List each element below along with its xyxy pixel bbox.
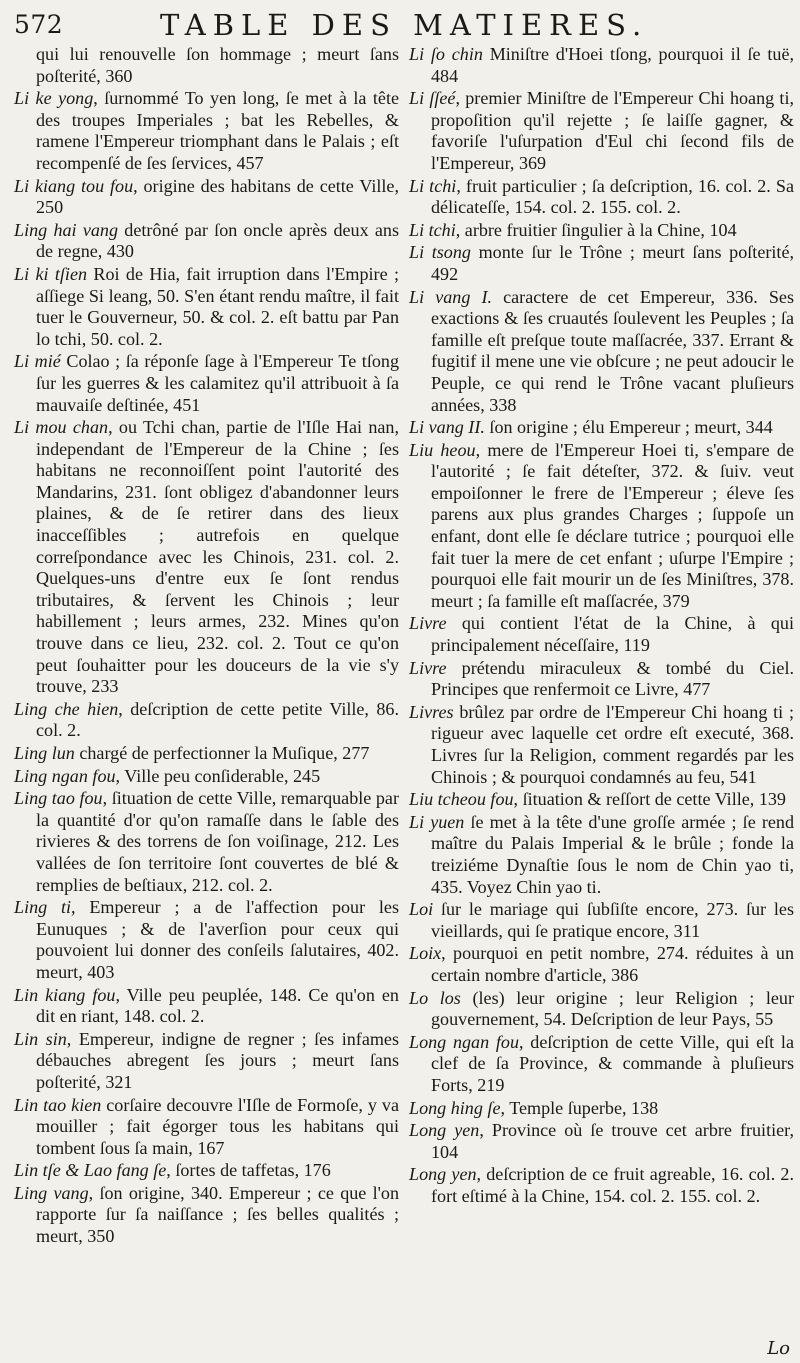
page-title: TABLE DES MATIERES. — [160, 8, 649, 42]
entry-text: , ſortes de taffetas, 176 — [166, 1160, 331, 1181]
index-entry — [409, 417, 794, 439]
entry-heading: Li mié — [14, 351, 61, 372]
entry-text: Colao ; ſa réponſe ſage à l'Empereur Te tſong ſur les guerres & les calamitez qu'il attribuoit à ſa mauvaiſe deſtinée, 451 — [36, 351, 399, 415]
index-entry — [14, 897, 399, 983]
index-entry — [409, 176, 794, 219]
entry-heading: Li ki tſien — [14, 263, 88, 284]
index-entry — [409, 812, 794, 898]
entry-heading: Li tsong — [409, 242, 471, 263]
entry-text: , Ville peu peuplée, 148. Ce qu'on en dit en riant, 148. col. 2. — [36, 984, 399, 1027]
index-entry — [409, 702, 794, 788]
index-entry — [409, 287, 794, 417]
index-entry — [14, 1029, 399, 1094]
index-entry — [14, 44, 399, 87]
index-entry — [14, 88, 399, 174]
entry-text: caractere de cet Empereur, 336. Ses exactions & ſes cruautés ſoulevent les Peuples ; ſa famille eſt preſque toute maſſacrée, 337. Errant & fugitif il mene une vie obſcure ; ne peut adoucir le Peuple, ce qui rend le Trône vacant pluſieurs années, 338 — [431, 286, 794, 415]
entry-heading: Li yuen — [409, 811, 465, 832]
index-entry — [14, 743, 399, 765]
entry-heading: Long ngan fou — [409, 1031, 520, 1052]
entry-text: , ſituation de cette Ville, remarquable par la quantité d'or qu'on ramaſſe dans le ſable des rivieres & des torrens de ſon voiſinage, 212. Les vallées de ſon territoire ſont couvertes de blé & remplies de beſtiaux, 212. col. 2. — [36, 788, 399, 895]
entry-heading: Livre — [409, 657, 447, 678]
entry-text: ſe met à la tête d'une groſſe armée ; ſe rend maître du Palais Imperial & le brûle ; fonde la treiziéme Dynaſtie ſous le nom de Chin yao ti, 435. Voyez Chin yao ti. — [431, 811, 794, 897]
index-entry — [14, 1095, 399, 1160]
entry-heading: Lin tao kien — [14, 1094, 102, 1115]
entry-text: , premier Miniſtre de l'Empereur Chi hoang ti, propoſition qu'il rejette ; ſe laiſſe gagner, & favoriſe l'uſurpation d'Eul chi ſecond fils de l'Empereur, 369 — [431, 88, 794, 173]
entry-heading: Ling vang — [14, 1182, 89, 1203]
entry-text: , Empereur, indigne de regner ; ſes infames débauches abregent ſes jours ; meurt ſans poſterité, 321 — [36, 1028, 400, 1092]
entry-heading: Ling ti — [14, 897, 72, 918]
entry-heading: Long yen — [409, 1120, 480, 1141]
entry-heading: Ling ngan fou — [14, 765, 116, 786]
index-entry — [409, 242, 794, 285]
index-entry — [14, 351, 399, 416]
entry-heading: Li ſſeé — [409, 88, 456, 109]
entry-text: corſaire decouvre l'Iſle de Formoſe, y va mouiller ; fait égorger tous les habitans qui tombent ſous ſa main, 167 — [36, 1094, 399, 1158]
index-entry — [14, 788, 399, 896]
entry-heading: Long yen — [409, 1164, 477, 1185]
entry-heading: Li mou chan — [14, 417, 109, 438]
index-entry — [409, 613, 794, 656]
index-entry — [409, 88, 794, 174]
entry-text: , Empereur ; a de l'affection pour les Eunuques ; & de l'averſion pour ceux qui pouvoient lui donner des conſeils ſalutaires, 402. meurt, 403 — [36, 897, 399, 982]
entry-heading: Lin sin — [14, 1028, 67, 1049]
entry-text: , origine des habitans de cette Ville, 250 — [36, 175, 399, 218]
index-entry — [409, 658, 794, 701]
index-entry — [409, 220, 794, 242]
entry-text: , fruit particulier ; ſa deſcription, 16. col. 2. Sa délicateſſe, 154. col. 2. 155. col. 2. — [431, 175, 794, 218]
entry-heading: Long hing ſe — [409, 1097, 501, 1118]
page-number: 572 — [14, 10, 64, 39]
entry-text: , mere de l'Empereur Hoei ti, s'empare de l'autorité ; ſe fait déteſter, 372. & ſuiv. veut empoiſonner le frere de l'Empereur ; éleve ſes parens aux plus grandes Charges ; ſuppoſe un enfant, dont elle ſe déclare tutrice ; pourquoi elle fait tuer la mere de cet enfant ; uſurpe l'Empire ; pourquoi elle fait mourir un de ſes Miniſtres, 378. meurt ; ſa famille eſt maſſacrée, 379 — [431, 439, 794, 611]
page-header — [14, 4, 794, 44]
index-entry — [409, 1164, 794, 1207]
index-entry — [409, 44, 794, 87]
entry-text: Miniſtre d'Hoei tſong, pourquoi il ſe tuë, 484 — [431, 44, 794, 86]
entry-heading: Li tchi — [409, 175, 457, 196]
entry-text: , pourquoi en petit nombre, 274. réduites à un certain nombre d'article, 386 — [431, 943, 794, 985]
left-column — [14, 44, 399, 1249]
index-entry — [409, 943, 794, 986]
entry-text: , Ville peu conſiderable, 245 — [115, 765, 321, 786]
catchword: Lo — [767, 1338, 790, 1359]
entry-text: qui lui renouvelle ſon hommage ; meurt ſans poſterité, 360 — [36, 44, 399, 86]
index-entry — [14, 176, 399, 219]
entry-heading: Livres — [409, 701, 454, 722]
entry-text: , deſcription de cette petite Ville, 86. col. 2. — [36, 698, 399, 741]
index-entry — [14, 766, 399, 788]
index-columns — [14, 44, 794, 1249]
entry-text: qui contient l'état de la Chine, à qui principalement néceſſaire, 119 — [431, 613, 794, 656]
entry-heading: Loix — [409, 943, 442, 964]
index-entry — [409, 1120, 794, 1163]
entry-text: ſur le mariage qui ſubſiſte encore, 273. ſur les vieillards, qui ſe pratique encore, 311 — [431, 899, 794, 941]
index-entry — [14, 1160, 399, 1182]
entry-text: , Province où ſe trouve cet arbre fruitier, 104 — [431, 1120, 794, 1162]
entry-text: chargé de perfectionner la Muſique, 277 — [74, 743, 370, 763]
index-entry — [14, 699, 399, 742]
entry-text: , deſcription de cette Ville, qui eſt la clef de ſa Province, & commande à pluſieurs Forts, 219 — [431, 1031, 794, 1095]
entry-heading: Lin tſe & Lao fang ſe — [14, 1160, 167, 1181]
entry-text: , arbre fruitier ſingulier à la Chine, 104 — [455, 219, 737, 240]
index-entry — [409, 789, 794, 811]
entry-text: brûlez par ordre de l'Empereur Chi hoang ti ; rigueur avec laquelle cet ordre eſt executé, 368. Livres ſur la Religion, comment regardés par les Chinois ; & pourquoi condamnés au feu, 541 — [431, 701, 794, 787]
entry-heading: Li ke yong — [14, 88, 94, 109]
entry-text: detrôné par ſon oncle après deux ans de regne, 430 — [36, 219, 399, 262]
index-entry — [409, 1098, 794, 1120]
entry-heading: Ling che hien — [14, 698, 119, 719]
entry-text: Roi de Hia, fait irruption dans l'Empire ; aſſiege Si leang, 50. S'en étant rendu maître, il fait tuer le Gouverneur, 50. & col. 2. eſt battu par Pan lo tchi, 50. col. 2. — [36, 263, 399, 349]
entry-text: , ſurnommé To yen long, ſe met à la tête des troupes Imperiales ; bat les Rebelles, & ramene l'Empereur triomphant dans le Palais ; eſt recompenſé de ſes ſervices, 457 — [36, 88, 399, 173]
entry-heading: Ling hai vang — [14, 219, 119, 240]
entry-heading: Liu heou — [409, 439, 476, 460]
index-entry — [409, 440, 794, 613]
entry-heading: Li ſo chin — [409, 44, 483, 64]
entry-text: , ſituation & reſſort de cette Ville, 139 — [513, 789, 786, 810]
index-entry — [409, 899, 794, 942]
entry-heading: Lo los — [409, 987, 461, 1008]
index-entry — [409, 1032, 794, 1097]
index-entry — [14, 985, 399, 1028]
entry-heading: Ling lun — [14, 743, 75, 763]
entry-text: (les) leur origine ; leur Religion ; leur gouvernement, 54. Deſcription de leur Pays, 55 — [431, 987, 795, 1030]
entry-text: , ou Tchi chan, partie de l'Iſle Hai nan, independant de l'Empereur de la Chine ; ſes habitans ne reconnoiſſent point l'autorité des Mandarins, 231. ſont obligez d'abandonner leurs plaines, & de ſe retirer dans des lieux inacceſſibles ; autrefois en quelque correſpondance avec les Chinois, 231. col. 2. Quelques-uns d'entre eux ſe ſont rendus tributaires, & ſervent les Chinois ; leur habillement ; leurs armes, 232. Mines qu'on trouve dans ce lieu, 232. col. 2. Tout ce qu'on peut ſouhaitter pour les douceurs de la vie s'y trouve, 233 — [36, 417, 399, 697]
entry-heading: Loi — [409, 899, 434, 920]
index-entry — [409, 988, 794, 1031]
right-column — [409, 44, 794, 1249]
entry-text: monte ſur le Trône ; meurt ſans poſterité, 492 — [431, 242, 794, 284]
entry-text: prétendu miraculeux & tombé du Ciel. Principes que renfermoit ce Livre, 477 — [431, 657, 794, 700]
index-entry — [14, 264, 399, 350]
entry-text: ſon origine ; élu Empereur ; meurt, 344 — [484, 417, 773, 438]
index-entry — [14, 220, 399, 263]
entry-text: , ſon origine, 340. Empereur ; ce que l'on rapporte ſur ſa naiſſance ; ſes belles qualités ; meurt, 350 — [36, 1182, 399, 1247]
entry-heading: Livre — [409, 613, 447, 634]
entry-heading: Li vang II. — [409, 417, 485, 438]
entry-text: , Temple ſuperbe, 138 — [500, 1097, 659, 1118]
entry-heading: Li vang I. — [409, 286, 493, 307]
entry-heading: Li tchi — [409, 219, 456, 240]
index-entry — [14, 417, 399, 698]
entry-heading: Lin kiang fou — [14, 984, 116, 1005]
entry-heading: Li kiang tou fou — [14, 175, 134, 196]
index-entry — [14, 1183, 399, 1248]
entry-heading: Ling tao fou — [14, 788, 103, 809]
entry-heading: Liu tcheou fou — [409, 789, 514, 810]
entry-text: , deſcription de ce fruit agreable, 16. col. 2. fort eſtimé à la Chine, 154. col. 2. 155. col. 2. — [431, 1164, 794, 1206]
